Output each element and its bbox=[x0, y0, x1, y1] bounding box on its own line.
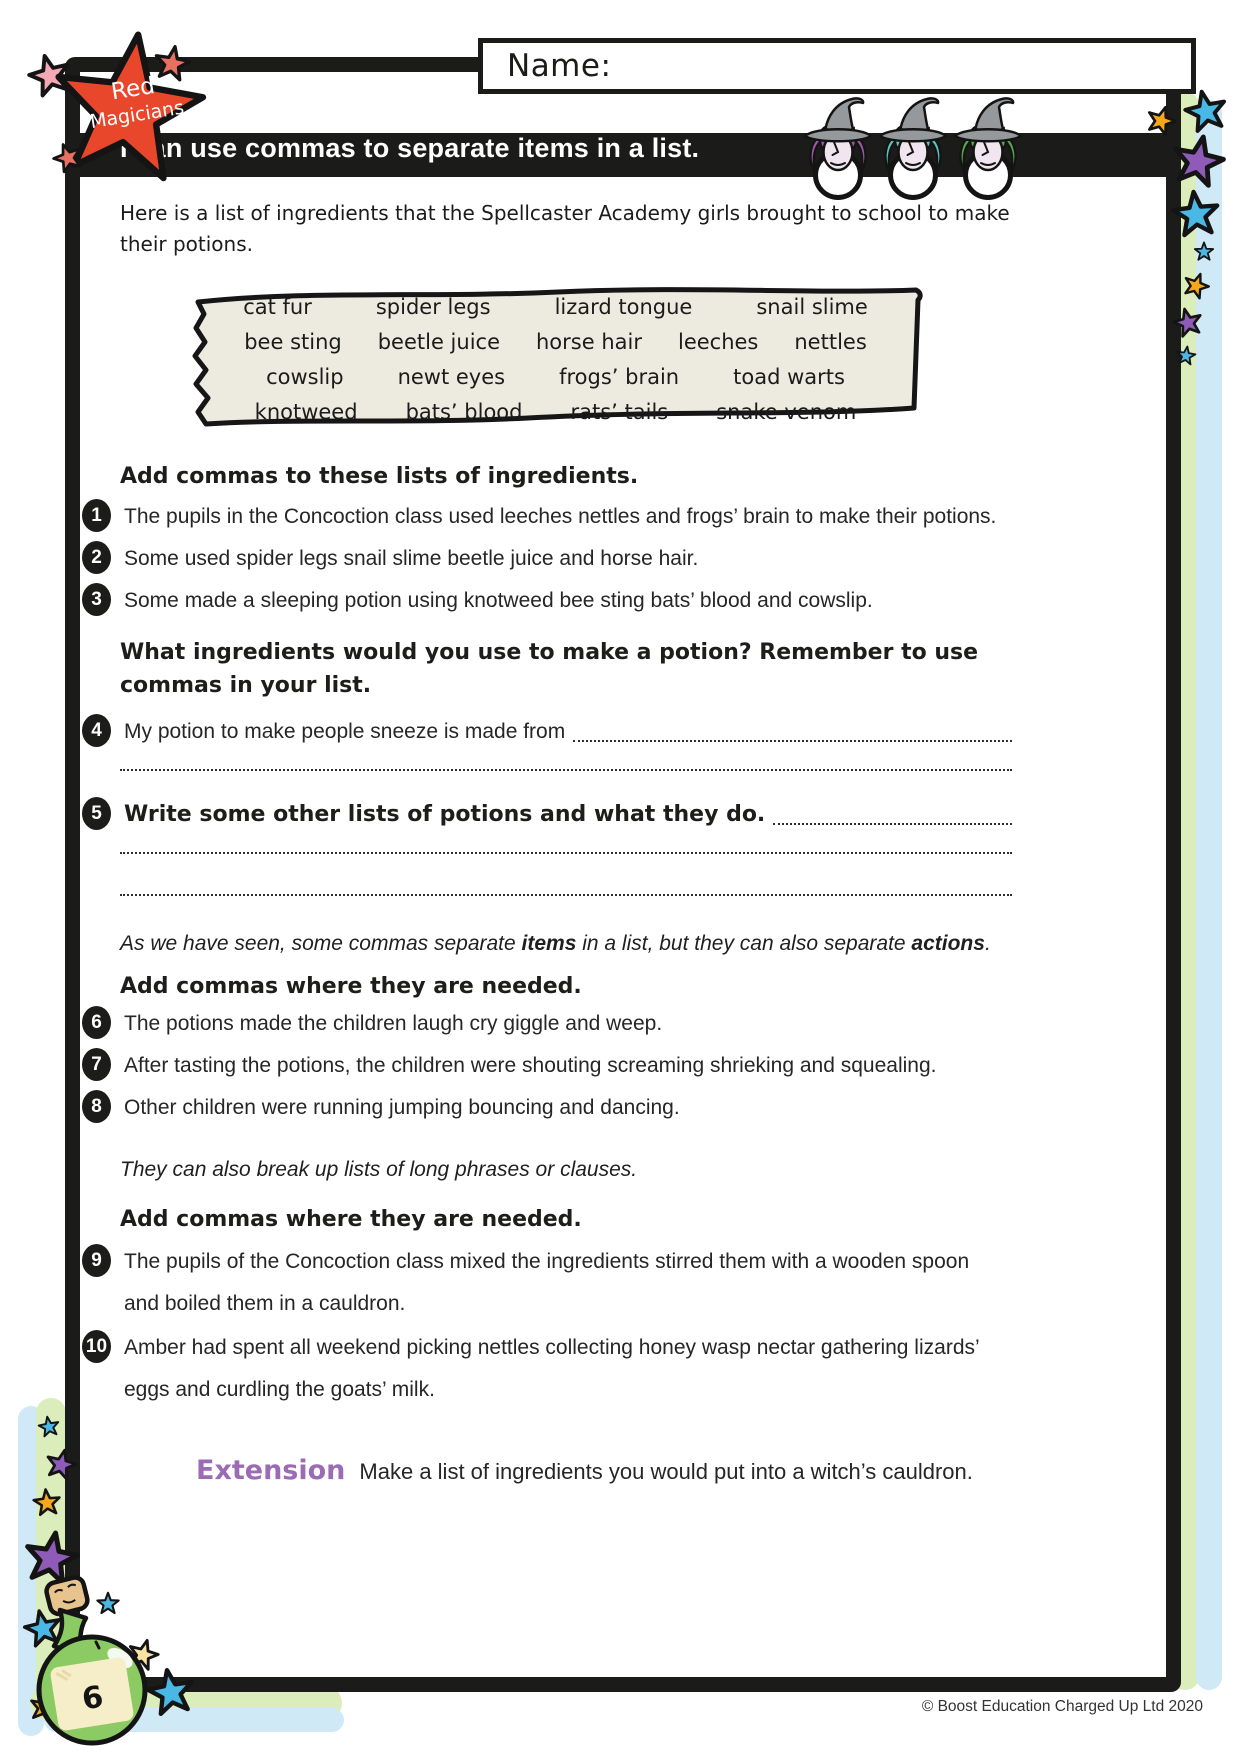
heading-add-commas-needed-2: Add commas where they are needed. bbox=[120, 1207, 582, 1232]
heading-add-commas-needed-1: Add commas where they are needed. bbox=[120, 974, 582, 999]
ingredient-item: lizard tongue bbox=[554, 295, 693, 319]
question-row bbox=[82, 503, 1012, 532]
intro-text: Here is a list of ingredients that the Spellcaster Academy girls brought to school to make their potions. bbox=[120, 201, 1010, 256]
question-number-badge: 9 bbox=[82, 1244, 111, 1277]
question-number-badge: 2 bbox=[82, 541, 111, 574]
question-text: Some made a sleeping potion using knotweed bee sting bats’ blood and cowslip. bbox=[124, 589, 873, 612]
question-row bbox=[82, 1094, 1012, 1123]
ingredient-row bbox=[168, 396, 943, 429]
ingredient-item: bats’ blood bbox=[405, 400, 523, 424]
ingredient-item: rats’ tails bbox=[570, 400, 669, 424]
ingredient-item: bee sting bbox=[244, 330, 342, 354]
question-number-badge: 4 bbox=[82, 714, 111, 747]
answer-dotted-line[interactable] bbox=[120, 769, 1012, 771]
badge-line1: Red bbox=[109, 72, 157, 106]
ingredient-row bbox=[168, 361, 943, 394]
extension-row bbox=[196, 1455, 973, 1486]
witch-icon bbox=[800, 90, 876, 186]
star-icon bbox=[1172, 342, 1199, 369]
question-row bbox=[82, 1052, 1012, 1081]
question-text: Some used spider legs snail slime beetle juice and horse hair. bbox=[124, 547, 699, 570]
name-label: Name: bbox=[507, 48, 612, 84]
note-commas-actions bbox=[120, 930, 991, 958]
question-number-badge: 7 bbox=[82, 1048, 111, 1081]
question-text: My potion to make people sneeze is made from bbox=[124, 720, 566, 743]
ingredient-item: horse hair bbox=[536, 330, 642, 354]
answer-dotted-line[interactable] bbox=[773, 823, 1012, 825]
question-row bbox=[82, 1010, 1012, 1039]
note-part: . bbox=[984, 932, 991, 955]
answer-dotted-line[interactable] bbox=[120, 852, 1012, 854]
ingredient-item: knotweed bbox=[254, 400, 358, 424]
question-number-badge: 1 bbox=[82, 499, 111, 532]
ingredient-item: leeches bbox=[677, 330, 759, 354]
ingredient-item: snake venom bbox=[716, 400, 857, 424]
question-text: The pupils in the Concoction class used leeches nettles and frogs’ brain to make their potions. bbox=[124, 505, 997, 528]
ingredient-item: newt eyes bbox=[397, 365, 506, 389]
ingredient-item: toad warts bbox=[733, 365, 845, 389]
note-bold: items bbox=[521, 932, 577, 955]
question-text: After tasting the potions, the children were shouting screaming shrieking and squealing. bbox=[124, 1054, 937, 1077]
ingredient-item: frogs’ brain bbox=[559, 365, 680, 389]
ingredient-item: cowslip bbox=[266, 365, 344, 389]
note-bold: actions bbox=[911, 932, 985, 955]
extension-text: Make a list of ingredients you would put into a witch’s cauldron. bbox=[359, 1459, 973, 1484]
question-row bbox=[82, 718, 1012, 747]
question-number-badge: 8 bbox=[82, 1090, 111, 1123]
question-number-badge: 3 bbox=[82, 583, 111, 616]
footer-copyright: © Boost Education Charged Up Ltd 2020 bbox=[921, 1698, 1203, 1715]
ingredient-item: beetle juice bbox=[377, 330, 500, 354]
extension-label: Extension bbox=[196, 1455, 346, 1486]
answer-dotted-line[interactable] bbox=[120, 894, 1012, 896]
page-title: I can use commas to separate items in a list. bbox=[120, 133, 700, 163]
question-text: Other children were running jumping bouncing and dancing. bbox=[124, 1096, 680, 1119]
bottle-number: 6 bbox=[79, 1679, 106, 1718]
name-input-area[interactable] bbox=[611, 43, 1191, 89]
question-row bbox=[82, 1248, 1012, 1277]
question-row bbox=[82, 587, 1012, 616]
potion-bottle-icon bbox=[20, 1572, 160, 1750]
heading-add-commas-ingredients: Add commas to these lists of ingredients. bbox=[120, 464, 639, 489]
question-row bbox=[82, 801, 1012, 830]
question-number-badge: 6 bbox=[82, 1006, 111, 1039]
question-number-badge: 10 bbox=[82, 1330, 111, 1363]
question-text: Write some other lists of potions and what they do. bbox=[124, 802, 766, 827]
name-box bbox=[478, 38, 1196, 94]
question-text: Amber had spent all weekend picking nettles collecting honey wasp nectar gathering lizards’ bbox=[124, 1336, 980, 1359]
star-icon bbox=[34, 1412, 64, 1442]
ingredient-item: cat fur bbox=[243, 295, 312, 319]
question-text-continued: eggs and curdling the goats’ milk. bbox=[124, 1378, 435, 1401]
ingredient-item: nettles bbox=[794, 330, 867, 354]
star-icon bbox=[28, 1484, 65, 1521]
note-part: As we have seen, some commas separate bbox=[120, 932, 522, 955]
ingredient-row bbox=[168, 291, 943, 324]
note-part: in a list, but they can also separate bbox=[576, 932, 912, 955]
note-phrases-clauses: They can also break up lists of long phrases or clauses. bbox=[120, 1158, 638, 1181]
witch-icon bbox=[875, 90, 951, 186]
answer-dotted-line[interactable] bbox=[573, 740, 1012, 742]
question-text-continued: and boiled them in a cauldron. bbox=[124, 1292, 406, 1315]
star-icon bbox=[1192, 240, 1216, 264]
ingredient-item: snail slime bbox=[756, 295, 868, 319]
question-text: The potions made the children laugh cry giggle and weep. bbox=[124, 1012, 663, 1035]
heading-potion-question: What ingredients would you use to make a potion? Remember to use commas in your list. bbox=[120, 640, 979, 698]
question-row bbox=[82, 1334, 1012, 1363]
ingredient-item: spider legs bbox=[375, 295, 491, 319]
ingredient-row bbox=[168, 326, 943, 359]
badge-line2: Magicians bbox=[88, 96, 186, 134]
question-number-badge: 5 bbox=[82, 797, 111, 830]
star-icon bbox=[1164, 183, 1228, 247]
question-text: The pupils of the Concoction class mixed the ingredients stirred them with a wooden spoon bbox=[124, 1250, 970, 1273]
witch-icon bbox=[950, 90, 1026, 186]
question-row bbox=[82, 545, 1012, 574]
